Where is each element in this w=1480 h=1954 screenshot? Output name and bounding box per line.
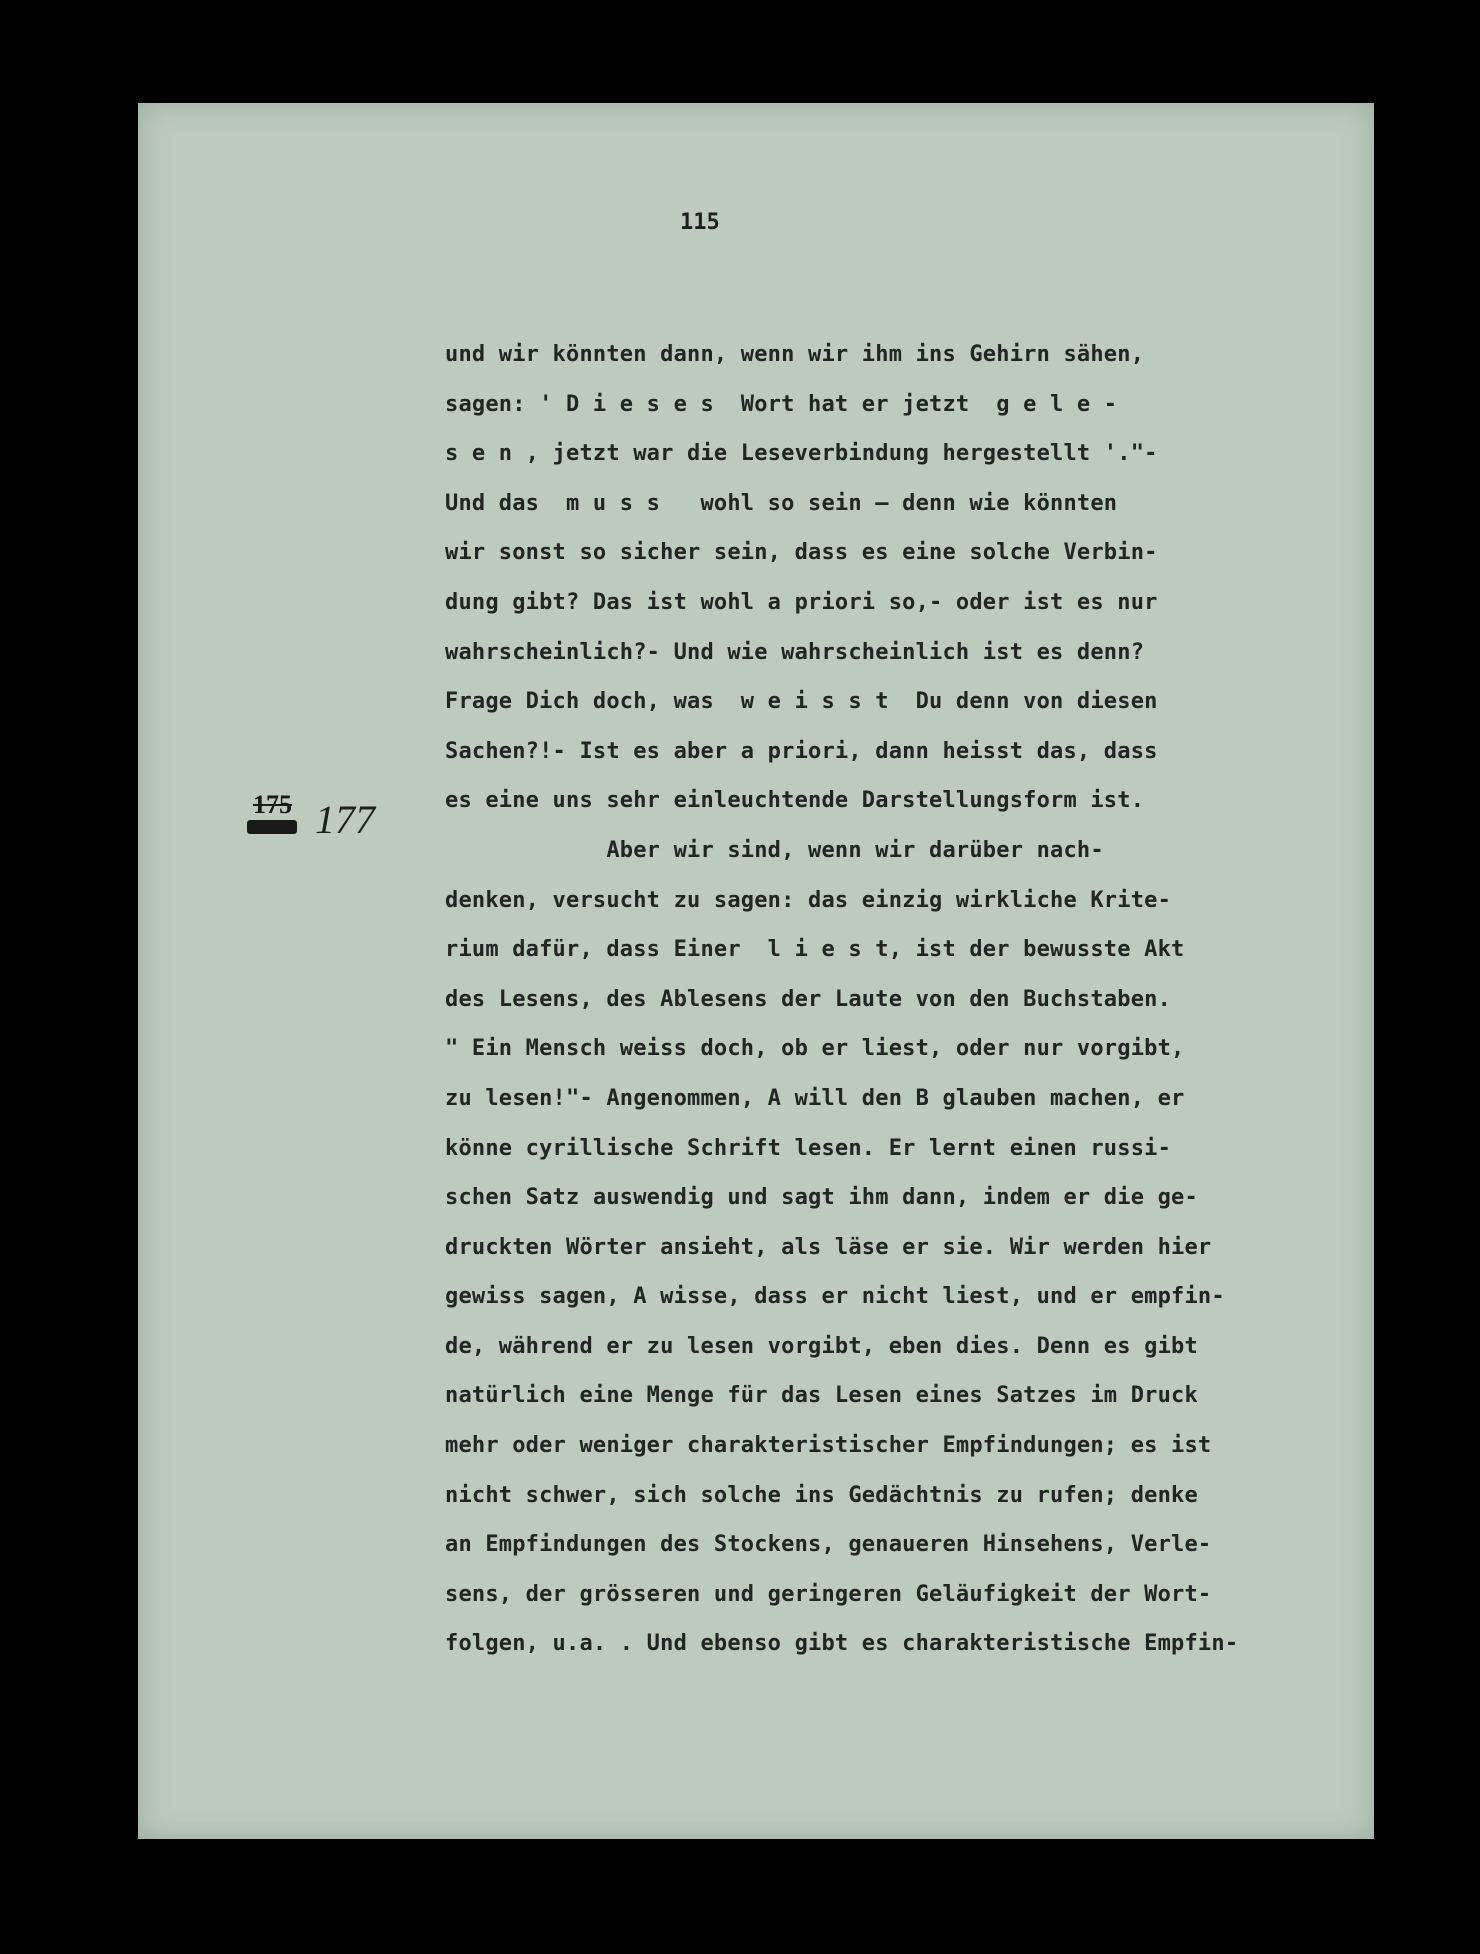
page-number: 115 — [680, 210, 720, 235]
text-line: an Empfindungen des Stockens, genaueren Hinsehens, Verle- — [445, 1532, 1212, 1558]
text-line: natürlich eine Menge für das Lesen eines Satzes im Druck — [445, 1383, 1198, 1409]
text-line: rium dafür, dass Einer l i e s t, ist der bewusste Akt — [445, 937, 1185, 963]
ink-scribble — [247, 820, 297, 834]
text-line: sens, der grösseren und geringeren Geläufigkeit der Wort- — [445, 1581, 1212, 1607]
text-line: des Lesens, des Ablesens der Laute von den Buchstaben. — [445, 986, 1172, 1012]
text-line: wahrscheinlich?- Und wie wahrscheinlich ist es denn? — [445, 639, 1145, 665]
text-line: Und das m u s s wohl so sein — denn wie könnten — [445, 490, 1118, 516]
text-line: wir sonst so sicher sein, dass es eine solche Verbin- — [445, 540, 1158, 566]
text-line: Aber wir sind, wenn wir darüber nach- — [445, 837, 1104, 863]
text-line: zu lesen!"- Angenommen, A will den B glauben machen, er — [445, 1085, 1185, 1111]
text-line: " Ein Mensch weiss doch, ob er liest, oder nur vorgibt, — [445, 1036, 1185, 1062]
body-text — [445, 330, 1325, 1669]
text-line: folgen, u.a. . Und ebenso gibt es charakteristische Empfin- — [445, 1631, 1239, 1657]
text-line: schen Satz auswendig und sagt ihm dann, indem er die ge- — [445, 1185, 1198, 1211]
handwritten-page-number: 177 — [315, 797, 375, 842]
text-line: gewiss sagen, A wisse, dass er nicht liest, und er empfin- — [445, 1284, 1225, 1310]
text-line: Sachen?!- Ist es aber a priori, dann heisst das, dass — [445, 738, 1158, 764]
text-line: denken, versucht zu sagen: das einzig wirkliche Krite- — [445, 887, 1172, 913]
text-line: dung gibt? Das ist wohl a priori so,- oder ist es nur — [445, 589, 1158, 615]
text-line: Frage Dich doch, was w e i s s t Du denn von diesen — [445, 689, 1158, 715]
text-line: druckten Wörter ansieht, als läse er sie. Wir werden hier — [445, 1234, 1212, 1260]
text-line: es eine uns sehr einleuchtende Darstellungsform ist. — [445, 788, 1145, 814]
text-line: nicht schwer, sich solche ins Gedächtnis zu rufen; denke — [445, 1482, 1198, 1508]
text-line: sagen: ' D i e s e s Wort hat er jetzt g e l e - — [445, 391, 1118, 417]
text-line: und wir könnten dann, wenn wir ihm ins Gehirn sähen, — [445, 342, 1145, 367]
text-line: de, während er zu lesen vorgibt, eben dies. Denn es gibt — [445, 1333, 1198, 1359]
struck-page-number: 175 — [253, 790, 292, 819]
text-line: könne cyrillische Schrift lesen. Er lernt einen russi- — [445, 1135, 1172, 1161]
text-line: s e n , jetzt war die Leseverbindung hergestellt '."- — [445, 441, 1158, 467]
margin-page-annotation — [245, 786, 395, 846]
text-line: mehr oder weniger charakteristischer Empfindungen; es ist — [445, 1433, 1212, 1459]
